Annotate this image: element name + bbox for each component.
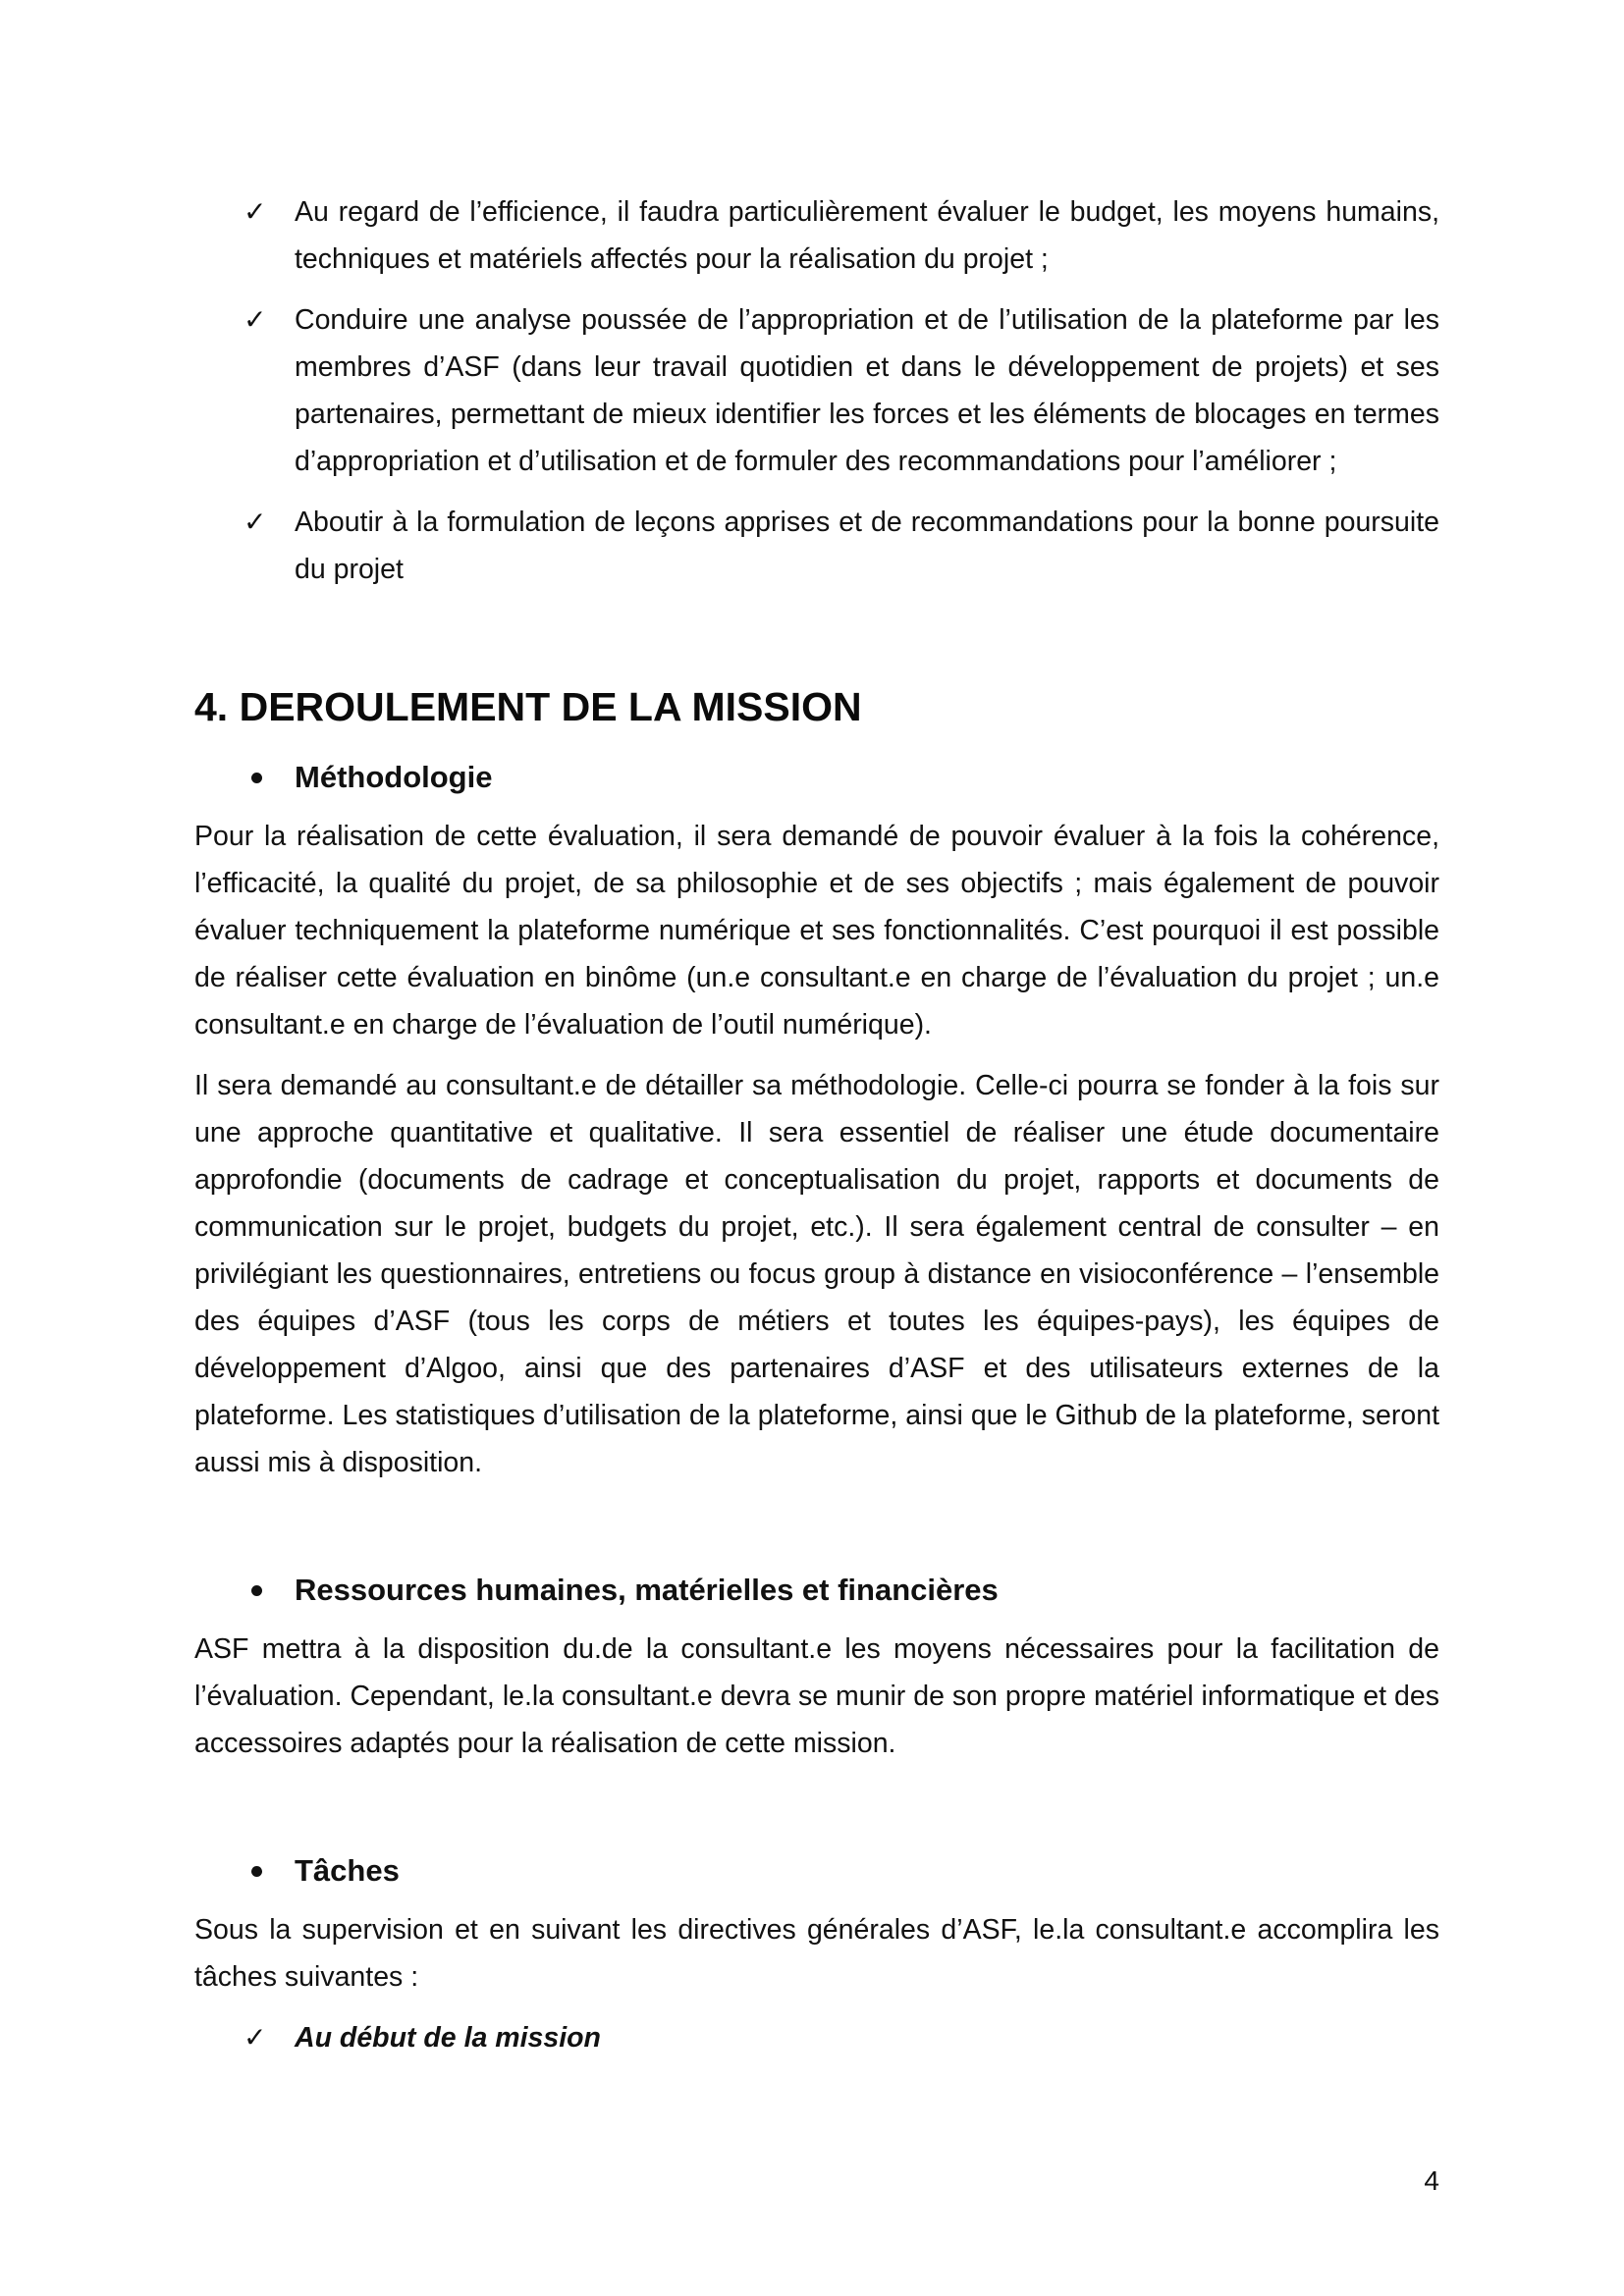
page-number: 4 <box>1424 2165 1439 2196</box>
checklist-item <box>194 296 1439 485</box>
subheading-taches <box>194 1847 1439 1895</box>
checklist-item-text: Aboutir à la formulation de leçons apprises et de recommandations pour la bonne poursuite du projet <box>295 507 1439 585</box>
subheading-methodologie <box>194 754 1439 801</box>
methodologie-paragraph-1: Pour la réalisation de cette évaluation, il sera demandé de pouvoir évaluer à la fois la cohérence, l’efficacité, la qualité du projet, de sa philosophie et de ses objectifs ; mais également de pouvoir évaluer techniquement la plateforme numérique et ses fonctionnalités. C’est pourquoi il est possible de réaliser cette évaluation en binôme (un.e consultant.e en charge de l’évaluation du projet ; un.e consultant.e en charge de l’évaluation de l’outil numérique). <box>194 821 1439 1041</box>
checkmark-icon: ✓ <box>244 507 267 537</box>
taches-first-item <box>194 2014 1439 2061</box>
bullet-icon <box>251 773 262 783</box>
bullet-icon <box>251 1866 262 1877</box>
checklist-item <box>194 188 1439 283</box>
page-content <box>194 188 1439 2075</box>
subheading-ressources <box>194 1567 1439 1614</box>
methodologie-paragraph-2: Il sera demandé au consultant.e de détailler sa méthodologie. Celle-ci pourra se fonder à la fois sur une approche quantitative et qualitative. Il sera essentiel de réaliser une étude documentaire approfondie (documents de cadrage et conceptualisation du projet, rapports et documents de communication sur le projet, budgets du projet, etc.). Il sera également central de consulter – en privilégiant les questionnaires, entretiens ou focus group à distance en visioconférence – l’ensemble des équipes d’ASF (tous les corps de métiers et toutes les équipes-pays), les équipes de développement d’Algoo, ainsi que des partenaires d’ASF et des utilisateurs externes de la plateforme. Les statistiques d’utilisation de la plateforme, ainsi que le Github de la plateforme, seront aussi mis à disposition. <box>194 1070 1439 1478</box>
ressources-paragraph: ASF mettra à la disposition du.de la consultant.e les moyens nécessaires pour la facilitation de l’évaluation. Cependant, le.la consultant.e devra se munir de son propre matériel informatique et des accessoires adaptés pour la réalisation de cette mission. <box>194 1633 1439 1759</box>
subheading-label: Ressources humaines, matérielles et financières <box>295 1573 999 1607</box>
bullet-icon <box>251 1585 262 1596</box>
checkmark-icon: ✓ <box>244 304 267 335</box>
intro-checklist <box>194 188 1439 593</box>
subheading-label: Tâches <box>295 1853 400 1888</box>
taches-paragraph: Sous la supervision et en suivant les directives générales d’ASF, le.la consultant.e accomplira les tâches suivantes : <box>194 1914 1439 1993</box>
checklist-item-text: Au regard de l’efficience, il faudra particulièrement évaluer le budget, les moyens humains, techniques et matériels affectés pour la réalisation du projet ; <box>295 196 1439 275</box>
taches-first-item-label: Au début de la mission <box>295 2022 601 2054</box>
checkmark-icon: ✓ <box>244 196 267 227</box>
checklist-item-text: Conduire une analyse poussée de l’appropriation et de l’utilisation de la plateforme par les membres d’ASF (dans leur travail quotidien et dans le développement de projets) et ses partenaires, permettant de mieux identifier les forces et les éléments de blocages en termes d’appropriation et d’utilisation et de formuler des recommandations pour l’améliorer ; <box>295 304 1439 477</box>
subheading-label: Méthodologie <box>295 760 493 794</box>
checkmark-icon: ✓ <box>244 2022 267 2053</box>
section-title: 4. DEROULEMENT DE LA MISSION <box>194 684 862 729</box>
checklist-item <box>194 499 1439 593</box>
